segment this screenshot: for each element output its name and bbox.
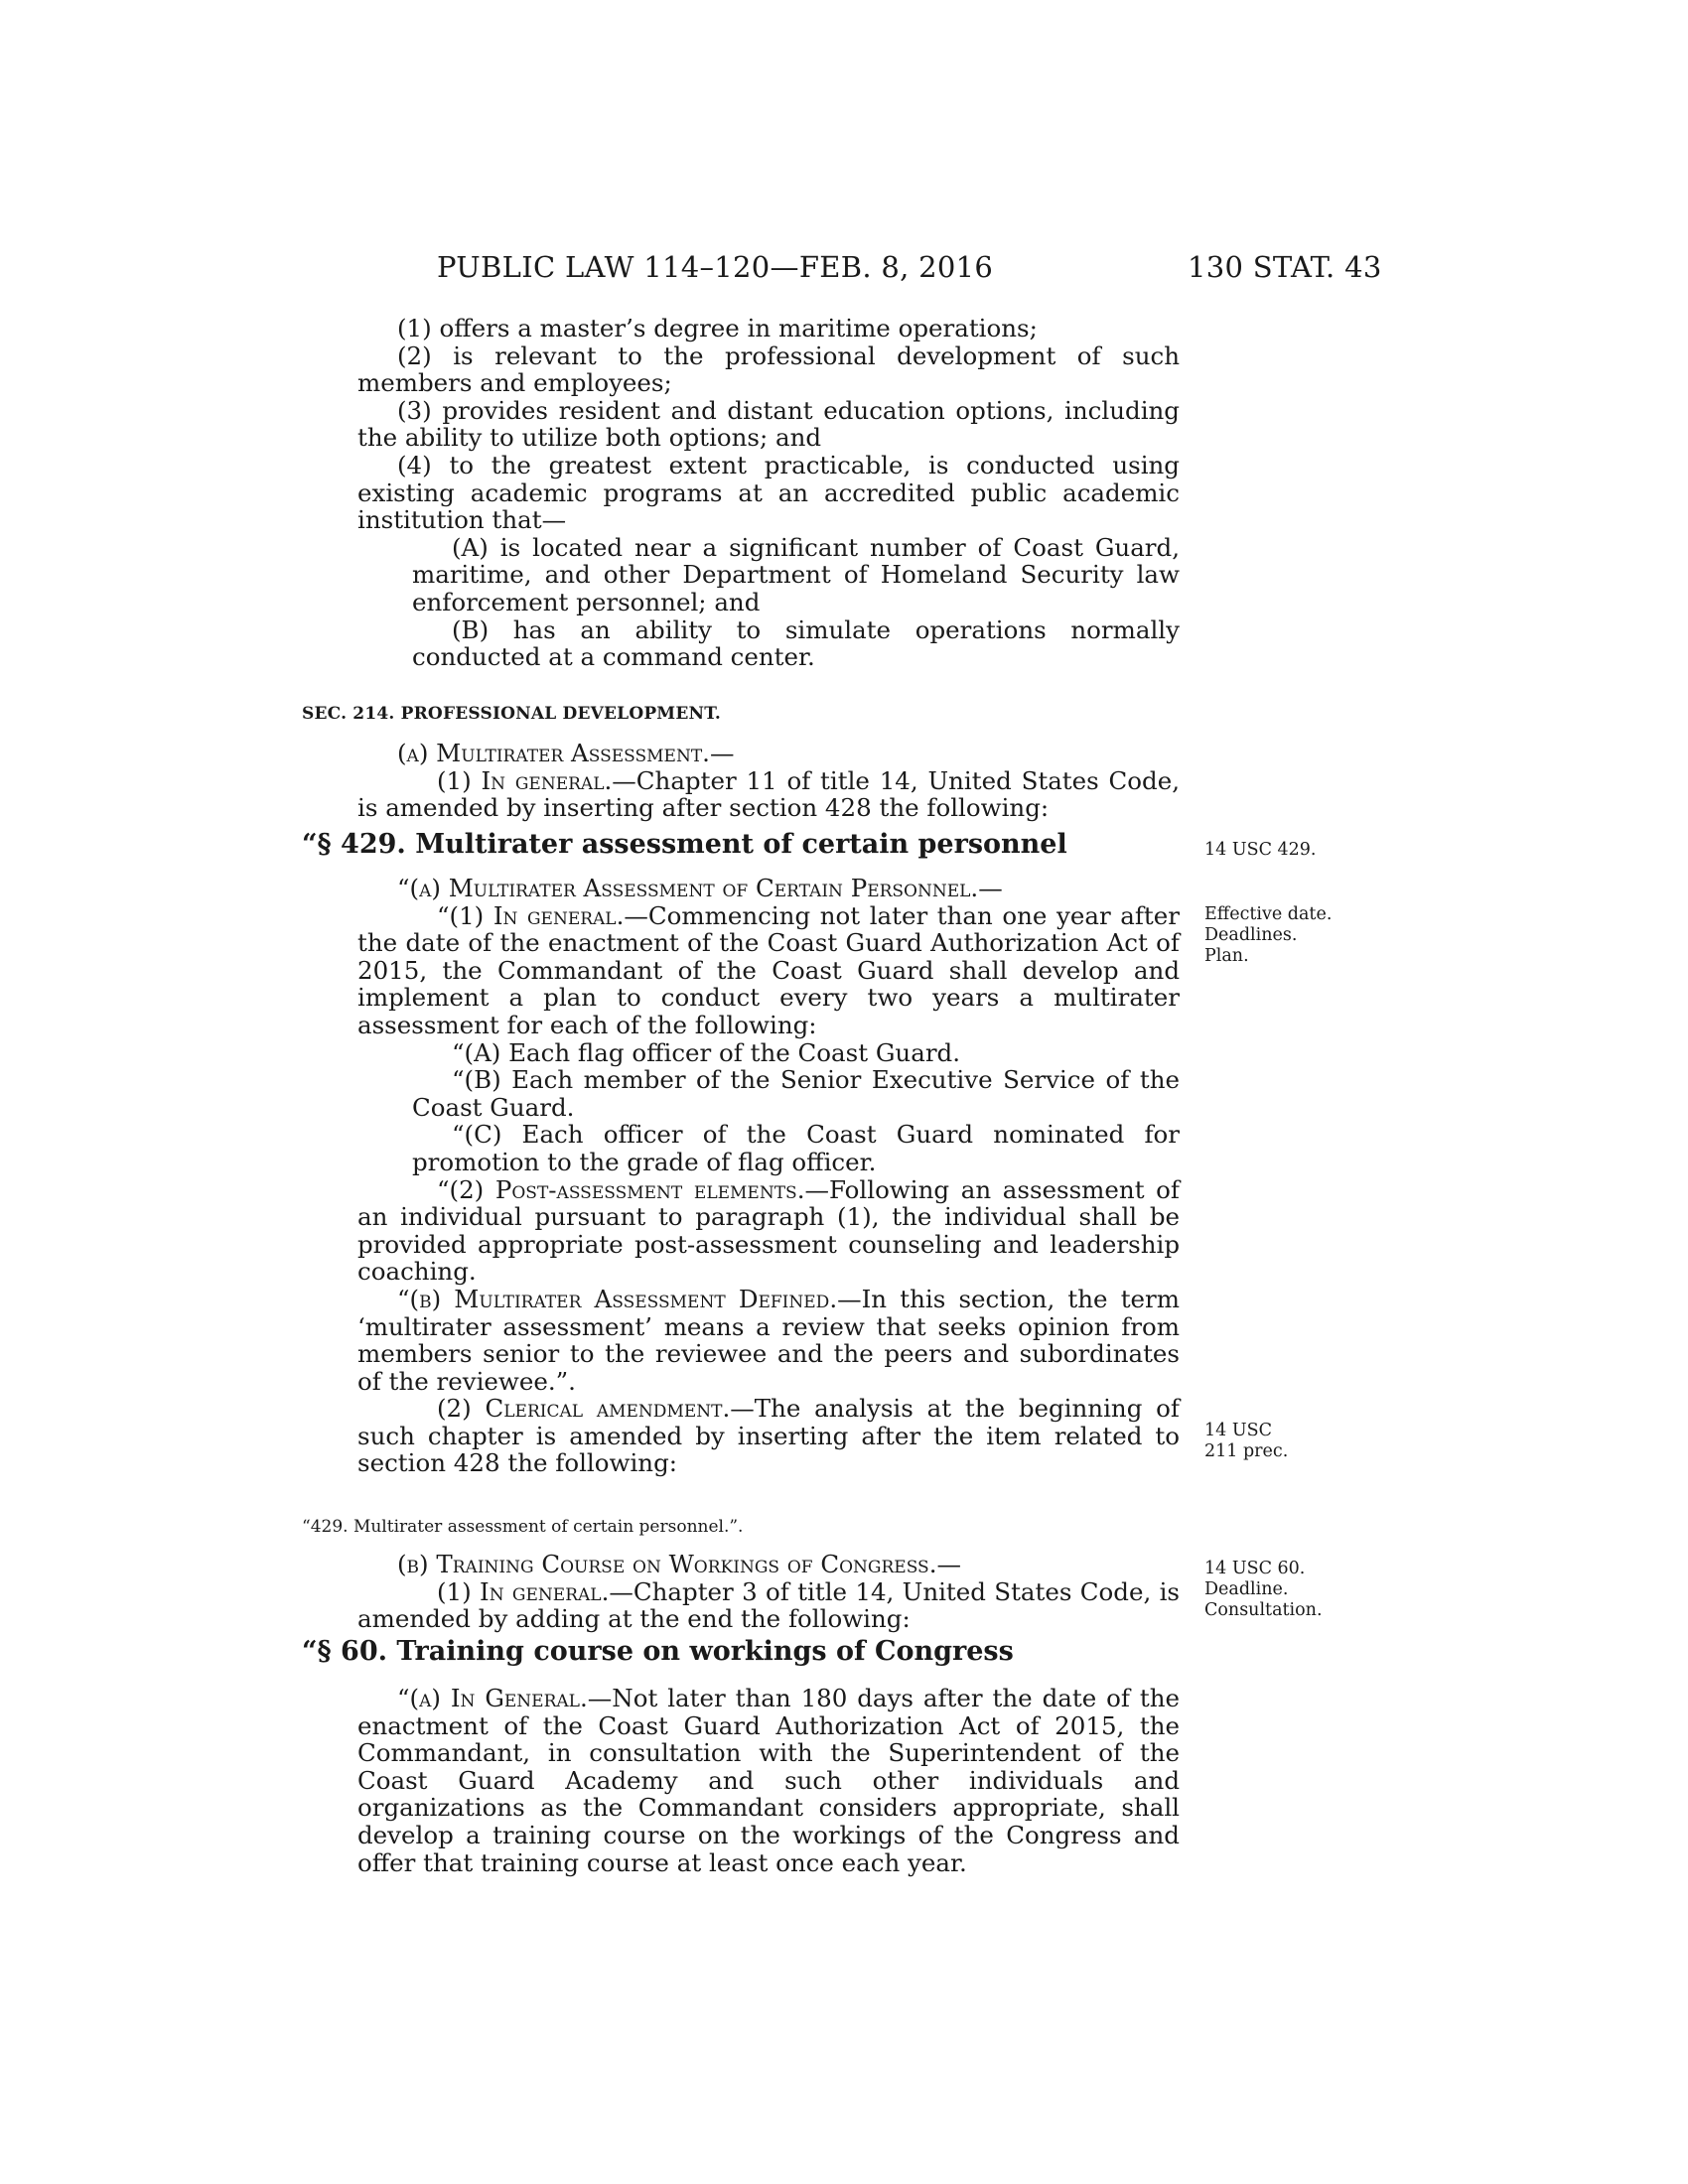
margin-note-14-usc-429: 14 USC 429. xyxy=(1204,840,1317,860)
section-429-a1 xyxy=(357,902,1180,1039)
section-429-subparagraph-c: “(C) Each officer of the Coast Guard nominated for promotion to the grade of flag officer. xyxy=(412,1120,1180,1176)
section-429-a2 xyxy=(357,1176,1180,1286)
section-60-a-label: “(a) In General. xyxy=(397,1684,588,1712)
section-429-subparagraph-a: “(A) Each flag officer of the Coast Guard. xyxy=(452,1037,960,1067)
table-of-sections-entry: “429. Multirater assessment of certain personnel.”. xyxy=(302,1517,744,1537)
section-60-a-text: —Not later than 180 days after the date of the enactment of the Coast Guard Authorization Act of 2015, the Commandant, in consultation with the Superintendent of the Coast Guard Academy and such other individuals and organizations as the Commandant considers appropriate, shall develop a training course on the workings of the Congress and offer that training course at least once each year. xyxy=(357,1684,1181,1877)
margin-note-line: 14 USC 60. xyxy=(1204,1559,1306,1578)
section-214-body xyxy=(357,740,1180,822)
section-429-a-caption: “(a) Multirater Assessment of Certain Personnel.— xyxy=(397,874,1003,902)
margin-note-line: Deadlines. xyxy=(1204,925,1298,945)
clerical-amendment xyxy=(357,1395,1180,1477)
section-429-a1-text: —Commencing not later than one year after the date of the enactment of the Coast Guard Authorization Act of 2015, the Commandant of the Coast Guard shall develop and implement a plan to conduct every two years a multirater assessment for each of the following: xyxy=(357,900,1180,1039)
training-b1-label: (1) In general. xyxy=(437,1576,610,1606)
section-60-heading: “§ 60. Training course on workings of Congress xyxy=(302,1636,1014,1667)
subparagraph-a: (A) is located near a significant number of Coast Guard, maritime, and other Department of Homeland Security law enforcement personnel; and xyxy=(412,532,1180,616)
paragraph-1: (1) offers a master’s degree in maritime operations; xyxy=(397,314,1038,342)
section-60-body xyxy=(357,1685,1180,1876)
paragraph-2: (2) is relevant to the professional development of such members and employees; xyxy=(357,341,1180,398)
section-429-subparagraph-b: “(B) Each member of the Senior Executive Service of the Coast Guard. xyxy=(412,1065,1180,1122)
subsection-a1 xyxy=(357,767,1180,822)
section-214-heading: SEC. 214. PROFESSIONAL DEVELOPMENT. xyxy=(302,704,721,724)
a1-label: (1) In general. xyxy=(437,765,613,795)
page-header-number: 130 STAT. 43 xyxy=(1188,250,1382,284)
section-429-a2-text: —Following an assessment of an individual pursuant to paragraph (1), the individual shall be provided appropriate post-assessment counseling and leadership coaching. xyxy=(357,1174,1180,1287)
subsection-a-caption: (a) Multirater Assessment.— xyxy=(397,739,735,767)
margin-note-line: Deadline. xyxy=(1204,1579,1289,1599)
training-b1-text: —Chapter 3 of title 14, United States Code, is amended by adding at the end the following: xyxy=(357,1576,1180,1634)
section-429-body xyxy=(357,875,1180,1477)
training-b-caption: (b) Training Course on Workings of Congress.— xyxy=(397,1550,961,1578)
page-header-title: PUBLIC LAW 114–120—FEB. 8, 2016 xyxy=(437,250,994,284)
paragraph-4: (4) to the greatest extent practicable, is conducted using existing academic programs at an accredited public academic institution that— xyxy=(357,450,1180,535)
margin-note-line: Consultation. xyxy=(1204,1600,1323,1620)
subparagraph-b: (B) has an ability to simulate operations normally conducted at a command center. xyxy=(412,614,1180,672)
training-subsection xyxy=(357,1551,1180,1633)
a1-text: —Chapter 11 of title 14, United States Code, is amended by inserting after section 428 the following: xyxy=(357,765,1180,823)
section-429-b xyxy=(357,1286,1180,1395)
margin-note-line: Effective date. xyxy=(1204,904,1333,924)
margin-note-14-usc-60 xyxy=(1204,1559,1323,1621)
margin-note-effective-date xyxy=(1204,904,1332,967)
section-60-a xyxy=(357,1685,1180,1876)
training-b1 xyxy=(357,1578,1180,1633)
margin-note-14-usc-211 xyxy=(1204,1421,1288,1462)
clerical-amendment-text: —The analysis at the beginning of such chapter is amended by inserting after the item related to section 428 the following: xyxy=(357,1394,1180,1478)
clerical-amendment-label: (2) Clerical amendment. xyxy=(437,1394,731,1424)
margin-note-line: Plan. xyxy=(1204,946,1249,966)
block-continuation xyxy=(357,315,1180,671)
section-429-a2-label: “(2) Post-assessment elements. xyxy=(437,1174,805,1204)
section-429-heading: “§ 429. Multirater assessment of certain personnel xyxy=(302,829,1067,860)
section-429-b-label: “(b) Multirater Assessment Defined. xyxy=(397,1284,838,1313)
margin-note-line: 14 USC xyxy=(1204,1421,1272,1440)
section-429-a1-label: “(1) In general. xyxy=(437,900,625,930)
margin-note-line: 211 prec. xyxy=(1204,1441,1289,1461)
paragraph-3: (3) provides resident and distant education options, including the ability to utilize both options; and xyxy=(357,395,1180,453)
section-429-b-text: —In this section, the term ‘multirater assessment’ means a review that seeks opinion from members senior to the reviewee and the peers and subordinates of the reviewee.”. xyxy=(357,1284,1180,1396)
